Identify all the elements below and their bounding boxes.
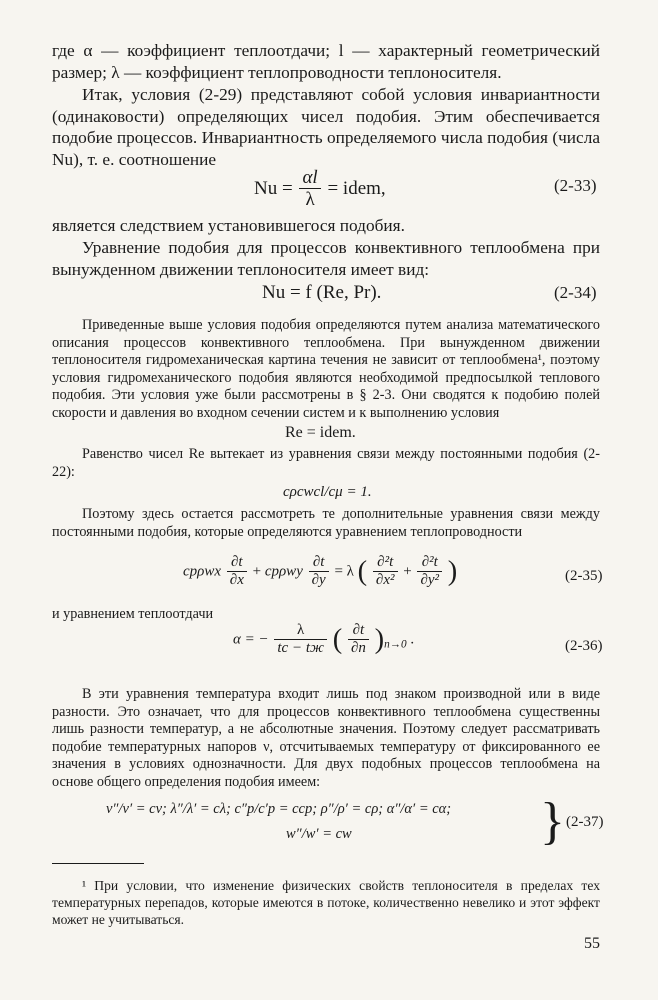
equation-2-37-brace: } bbox=[540, 793, 565, 850]
eq-2-33-lhs: Nu = bbox=[254, 177, 293, 199]
paragraph-similarity-equation: Уравнение подобия для процессов конвективного теплообмена при вынужденном движении теплоносителя имеет вид: bbox=[52, 238, 600, 279]
eq-2-35-frac1-num: ∂t bbox=[227, 555, 247, 572]
eq-2-35-frac4-num: ∂²t bbox=[417, 555, 442, 572]
eq-2-36-lhs: α = − bbox=[233, 631, 269, 648]
eq-2-33-denominator: λ bbox=[305, 188, 315, 210]
eq-2-36-dot: . bbox=[410, 631, 415, 648]
eq-2-36-deriv-num: ∂t bbox=[348, 623, 369, 640]
equation-number-2-34: (2-34) bbox=[554, 283, 597, 302]
eq-2-35-equals: = λ bbox=[334, 563, 354, 580]
paragraph-coefficients: где α — коэффициент теплоотдачи; l — характерный геометрический размер; λ — коэффициент теплопроводности теплоносителя. bbox=[52, 41, 600, 82]
equation-2-34: Nu = f (Re, Pr). bbox=[262, 282, 382, 303]
equation-2-37-row-2: w″/w′ = cw bbox=[286, 826, 352, 842]
eq-2-35-frac3-num: ∂²t bbox=[373, 555, 398, 572]
eq-2-35-frac4-den: ∂y² bbox=[420, 571, 440, 588]
equation-2-35: cpρwx $\frac{\partial t}{\partial x}$ + cpρwy $\frac{\partial t}{\partial y}$ = λ ( $\frac{\text{∂²t}}{\text{∂x²}}$ + $\frac{\text{∂²t}}{\text{∂y²}}$ ) bbox=[183, 554, 458, 588]
paragraph-heat-transfer: и уравнением теплоотдачи bbox=[52, 606, 214, 622]
paragraph-invariance: Итак, условия (2-29) представляют собой условия инвариантности (одинаковости) определяющих чисел подобия. Этим обеспечивается подобие процессов. Инвариантность определяемого числа подобия (числа Nu), т. е. соотношение bbox=[52, 85, 600, 169]
paragraph-temperature: В эти уравнения температура входит лишь под знаком производной или в виде разности. Это означает, что для процессов конвективного теплообмена существенны лишь разности температур, а не абсолютные значения. Поэтому следует рассматривать подобие температурных напоров ν, отсчитываемых температуру от фиксированного ее значения в условиях однозначности. Для двух подобных процессов теплообмена на основе общего определения подобия имеем: bbox=[52, 686, 600, 790]
eq-2-35-plus-2: + bbox=[403, 563, 412, 580]
paragraph-consequence: является следствием установившегося подобия. bbox=[52, 216, 405, 235]
equation-similarity-constants: cρcwcl/cμ = 1. bbox=[283, 484, 372, 500]
eq-2-33-numerator: αl bbox=[299, 168, 320, 189]
eq-2-35-term-2: cpρwy bbox=[264, 563, 303, 580]
paragraph-conditions: Приведенные выше условия подобия определяются путем анализа математического описания процессов конвективного теплообмена. При вынужденном движении теплоносителя гидромеханическая картина течения не зависит от теплообмена¹, поэтому условия гидромеханического подобия являются необходимой предпосылкой теплового подобия. Эти условия уже были рассмотрены в § 2-3. Они сводятся к подобию полей скорости и давления во входном сечении систем и к выполнению условия bbox=[52, 317, 600, 421]
eq-2-35-frac3-den: ∂x² bbox=[375, 571, 395, 588]
paragraph-reynolds: Равенство чисел Re вытекает из уравнения связи между постоянными подобия (2-22): bbox=[52, 446, 600, 480]
equation-2-36: α = − $\frac{\lambda}{tc - tж}$ ( $\frac{\partial t}{\partial n}$ )$_{n\to 0}$ . bbox=[233, 622, 415, 656]
footnote-separator bbox=[52, 863, 144, 864]
equation-number-2-35: (2-35) bbox=[565, 568, 603, 584]
eq-2-36-den: tc − tж bbox=[277, 639, 324, 656]
eq-2-36-limit: n→0 bbox=[384, 638, 407, 651]
eq-2-35-frac2-num: ∂t bbox=[309, 555, 329, 572]
eq-2-36-num: λ bbox=[274, 623, 327, 640]
eq-2-35-frac1-den: ∂x bbox=[229, 571, 244, 588]
equation-number-2-33: (2-33) bbox=[554, 176, 597, 195]
eq-2-33-fraction bbox=[299, 168, 320, 211]
footnote: ¹ При условии, что изменение физических свойств теплоносителя в пределах тех температурных перепадов, которые имеются в потоке, количественно невелико и этот эффект может не учитываться. bbox=[52, 878, 600, 927]
equation-number-2-36: (2-36) bbox=[565, 638, 603, 654]
page-number: 55 bbox=[584, 935, 600, 952]
eq-2-33-rhs: = idem, bbox=[327, 177, 386, 199]
equation-2-37-row-1: ν″/ν′ = cν; λ″/λ′ = cλ; c″p/c′p = ccp; ρ″/ρ′ = cρ; α″/α′ = cα; bbox=[106, 801, 452, 817]
equation-re-idem: Re = idem. bbox=[285, 424, 356, 441]
equation-2-33 bbox=[254, 168, 386, 211]
eq-2-35-term-1: cpρwx bbox=[183, 563, 222, 580]
equation-number-2-37: (2-37) bbox=[566, 814, 604, 830]
eq-2-35-plus-1: + bbox=[252, 563, 262, 580]
eq-2-35-frac2-den: ∂y bbox=[311, 571, 326, 588]
eq-2-36-deriv-den: ∂n bbox=[350, 639, 366, 656]
paragraph-additional-equations: Поэтому здесь остается рассмотреть те дополнительные уравнения связи между постоянными подобия, которые определяются уравнением теплопроводности bbox=[52, 506, 600, 540]
